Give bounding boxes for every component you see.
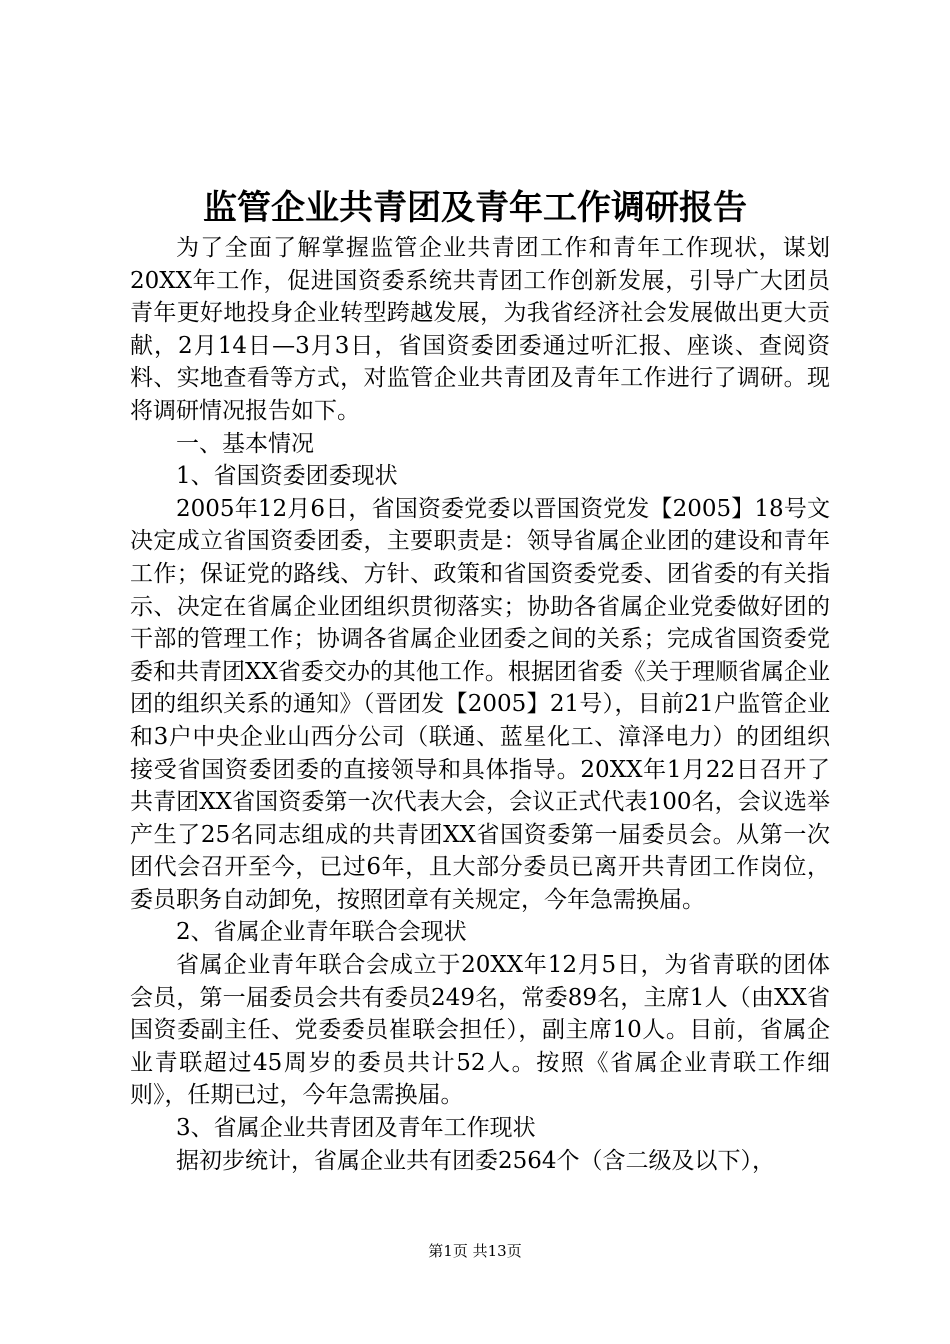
document-title: 监管企业共青团及青年工作调研报告 [203, 188, 747, 228]
paragraph-1: 2005年12月6日，省国资委党委以晋国资党发【2005】18号文决定成立省国资委团委，主要职责是：领导省属企业团的建设和青年工作；保证党的路线、方针、政策和省国资委党委、团省委的有关指示、决定在省属企业团组织贯彻落实；协助各省属企业党委做好团的干部的管理工作；协调各省属企业团委之间的关系；完成省国资委党委和共青团XX省委交办的其他工作。根据团省委《关于理顺省属企业团的组织关系的通知》（晋团发【2005】21号），目前21户监管企业和3户中央企业山西分公司（联通、蓝星化工、漳泽电力）的团组织接受省国资委团委的直接领导和具体指导。20XX年1月22日召开了共青团XX省国资委第一次代表大会，会议正式代表100名，会议选举产生了25名同志组成的共青团XX省国资委第一届委员会。从第一次团代会召开至今，已过6年，且大部分委员已离开共青团工作岗位，委员职务自动卸免，按照团章有关规定，今年急需换届。 [130, 495, 830, 913]
page-number-footer: 第1页 共13页 [428, 1242, 522, 1260]
paragraph-3: 据初步统计，省属企业共有团委2564个（含二级及以下）， [176, 1147, 776, 1174]
paragraph-2: 省属企业青年联合会成立于20XX年12月5日，为省青联的团体会员，第一届委员会共有委员249名，常委89名，主席1人（由XX省国资委副主任、党委委员崔联会担任），副主席10人。目前，省属企业青联超过45周岁的委员共计52人。按照《省属企业青联工作细则》，任期已过，今年急需换届。 [130, 952, 830, 1109]
subheading-3: 3、省属企业共青团及青年工作现状 [176, 1115, 536, 1142]
section-heading-basic: 一、基本情况 [176, 430, 314, 457]
document-body [130, 232, 830, 1177]
subheading-1: 1、省国资委团委现状 [176, 463, 398, 490]
paragraph-intro: 为了全面了解掌握监管企业共青团工作和青年工作现状，谋划20XX年工作，促进国资委系统共青团工作创新发展，引导广大团员青年更好地投身企业转型跨越发展，为我省经济社会发展做出更大贡献，2月14日—3月3日，省国资委团委通过听汇报、座谈、查阅资料、实地查看等方式，对监管企业共青团及青年工作进行了调研。现将调研情况报告如下。 [130, 235, 830, 424]
subheading-2: 2、省属企业青年联合会现状 [176, 919, 467, 946]
